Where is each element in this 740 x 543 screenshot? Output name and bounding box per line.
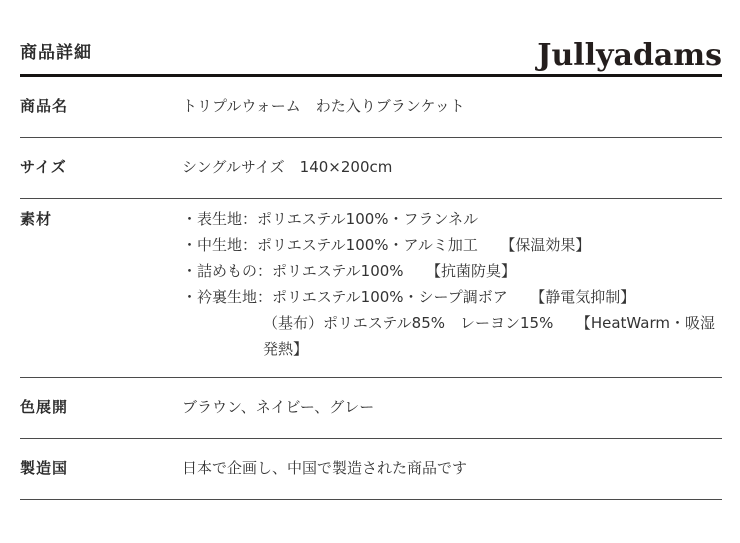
value-line: トリプルウォーム わた入りブランケット (182, 97, 465, 115)
value-line: ・中生地：ポリエステル100%・アルミ加工 【保温効果】 (182, 236, 591, 254)
row-label: 色展開 (20, 398, 69, 416)
product-detail-section (20, 0, 722, 500)
row-value (182, 96, 722, 116)
value-line: シングルサイズ 140×200cm (182, 158, 393, 176)
brand-logo: Jullyadams (537, 38, 722, 73)
row-value (182, 458, 722, 478)
table-row (20, 199, 722, 378)
value-line: ・詰めもの：ポリエステル100% 【抗菌防臭】 (182, 262, 517, 280)
row-label: 素材 (20, 210, 53, 228)
table-row (20, 378, 722, 439)
value-line: ブラウン、ネイビー、グレー (182, 398, 375, 416)
table-row (20, 77, 722, 138)
row-value (182, 397, 722, 417)
value-line: ・表生地：ポリエステル100%・フランネル (182, 210, 479, 228)
value-line: 日本で企画し、中国で製造された商品です (182, 459, 468, 477)
section-header (20, 0, 722, 77)
value-line: （基布）ポリエステル85% レーヨン15% 【HeatWarm・吸湿発熱】 (263, 314, 715, 358)
table-row (20, 138, 722, 199)
row-label: 商品名 (20, 97, 69, 115)
row-label: サイズ (20, 158, 67, 176)
row-label: 製造国 (20, 459, 69, 477)
spec-table (20, 77, 722, 500)
value-line: ・衿裏生地：ポリエステル100%・シープ調ボア 【静電気抑制】 (182, 288, 636, 306)
row-value (182, 206, 722, 362)
page-title: 商品詳細 (20, 43, 92, 63)
row-value (182, 157, 722, 177)
table-row (20, 439, 722, 500)
